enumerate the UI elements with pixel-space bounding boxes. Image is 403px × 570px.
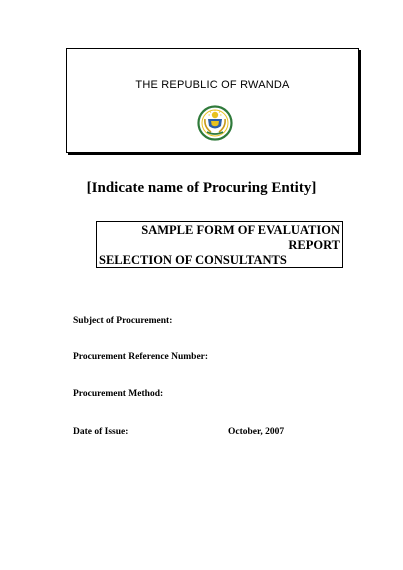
republic-heading: THE REPUBLIC OF RWANDA [135,79,290,91]
date-of-issue-label: Date of Issue: [73,427,129,437]
rwanda-coat-of-arms-icon [197,105,233,141]
procurement-method-label: Procurement Method: [73,389,164,399]
procurement-reference-number-label: Procurement Reference Number: [73,352,209,362]
date-of-issue-value: October, 2007 [228,427,285,437]
report-title-line-1: SAMPLE FORM OF EVALUATION [141,223,340,237]
report-title-line-2: REPORT [288,238,340,252]
header-box [66,48,359,153]
procuring-entity-placeholder: [Indicate name of Procuring Entity] [86,180,317,196]
subject-of-procurement-label: Subject of Procurement: [73,316,173,326]
report-title-line-3: SELECTION OF CONSULTANTS [99,253,287,267]
report-title-box [96,221,343,268]
